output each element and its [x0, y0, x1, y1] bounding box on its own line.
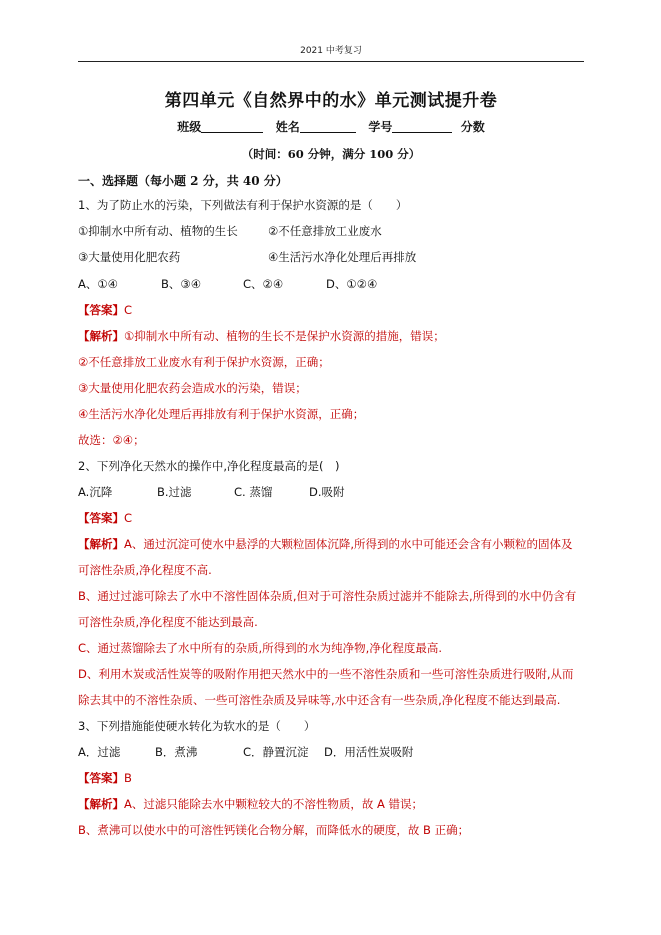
analysis-tag: 【解析】 — [78, 329, 124, 343]
analysis-tag: 【解析】 — [78, 537, 124, 551]
q2-analysis-b2: 可溶性杂质,净化程度不能达到最高. — [78, 615, 258, 629]
q3-option-d: D．用活性炭吸附 — [324, 745, 414, 759]
q2-option-b: B.过滤 — [157, 485, 192, 499]
q1-analysis-4: ④生活污水净化处理后再排放有利于保护水资源，正确； — [78, 407, 365, 421]
answer-value: C — [124, 303, 133, 317]
q1-analysis-2: ②不任意排放工业废水有利于保护水资源，正确； — [78, 355, 330, 369]
q1-item1: ①抑制水中所有动、植物的生长 — [78, 224, 238, 238]
q2-analysis-a2: 可溶性杂质,净化程度不高. — [78, 563, 212, 577]
q2-stem: 2、下列净化天然水的操作中,净化程度最高的是( ) — [78, 459, 340, 473]
class-blank — [201, 120, 263, 133]
header-rule — [78, 61, 584, 62]
q3-option-a: A．过滤 — [78, 745, 121, 759]
q1-option-c: C、②④ — [243, 277, 284, 291]
answer-value: C — [124, 511, 133, 525]
q3-option-b: B．煮沸 — [155, 745, 198, 759]
q2-option-a: A.沉降 — [78, 485, 113, 499]
q2-answer — [78, 510, 132, 526]
q1-option-b: B、③④ — [161, 277, 202, 291]
q2-analysis-b1: B、通过过滤可除去了水中不溶性固体杂质,但对于可溶性杂质过滤并不能除去,所得到的水中仍含有 — [78, 589, 577, 603]
page-header: 2021 中考复习 — [300, 46, 362, 56]
name-blank — [300, 120, 356, 133]
q3-stem: 3、下列措施能使硬水转化为软水的是（ ） — [78, 719, 316, 733]
analysis-text: A、通过沉淀可使水中悬浮的大颗粒固体沉降,所得到的水中可能还会含有小颗粒的固体及 — [124, 537, 573, 551]
q1-item4: ④生活污水净化处理后再排放 — [268, 250, 417, 264]
answer-value: B — [124, 771, 132, 785]
time-note: （时间：60 分钟，满分 100 分） — [241, 147, 421, 161]
q1-choice: 故选：②④； — [78, 433, 145, 447]
q2-analysis-c1: C、通过蒸馏除去了水中所有的杂质,所得到的水为纯净物,净化程度最高. — [78, 641, 442, 655]
id-blank — [392, 120, 452, 133]
class-label: 班级 — [177, 120, 202, 134]
analysis-text: A、过滤只能除去水中颗粒较大的不溶性物质，故 A 错误； — [124, 797, 424, 811]
q1-item2: ②不任意排放工业废水 — [268, 224, 382, 238]
answer-tag: 【答案】 — [78, 511, 124, 525]
q2-analysis-d2: 除去其中的不溶性杂质、一些可溶性杂质及异味等,水中还含有一些杂质,净化程度不能达到最高. — [78, 693, 561, 707]
q1-analysis-1 — [78, 328, 445, 344]
section-heading: 一、选择题（每小题 2 分，共 40 分） — [78, 174, 288, 188]
name-label: 姓名 — [275, 120, 300, 134]
score-label: 分数 — [460, 120, 485, 134]
q1-analysis-3: ③大量使用化肥农药会造成水的污染，错误； — [78, 381, 307, 395]
answer-tag: 【答案】 — [78, 771, 124, 785]
answer-tag: 【答案】 — [78, 303, 124, 317]
q1-stem: 1、为了防止水的污染，下列做法有利于保护水资源的是（ ） — [78, 198, 408, 212]
page-title: 第四单元《自然界中的水》单元测试提升卷 — [164, 91, 498, 111]
q1-item3: ③大量使用化肥农药 — [78, 250, 181, 264]
analysis-tag: 【解析】 — [78, 797, 124, 811]
q1-option-d: D、①②④ — [326, 277, 378, 291]
q2-analysis-a1 — [78, 536, 584, 552]
q3-analysis-a1 — [78, 796, 423, 812]
q1-answer — [78, 302, 132, 318]
q2-option-d: D.吸附 — [309, 485, 345, 499]
q2-option-c: C. 蒸馏 — [234, 485, 273, 499]
q2-analysis-d1: D、利用木炭或活性炭等的吸附作用把天然水中的一些不溶性杂质和一些可溶性杂质进行吸附,从而 — [78, 667, 574, 681]
analysis-text: ①抑制水中所有动、植物的生长不是保护水资源的措施，错误； — [124, 329, 445, 343]
q3-option-c: C．静置沉淀 — [243, 745, 309, 759]
q3-answer — [78, 770, 132, 786]
id-label: 学号 — [368, 120, 393, 134]
student-info-line — [78, 118, 584, 135]
q1-option-a: A、①④ — [78, 277, 118, 291]
q3-analysis-b1: B、煮沸可以使水中的可溶性钙镁化合物分解，而降低水的硬度，故 B 正确； — [78, 823, 470, 837]
